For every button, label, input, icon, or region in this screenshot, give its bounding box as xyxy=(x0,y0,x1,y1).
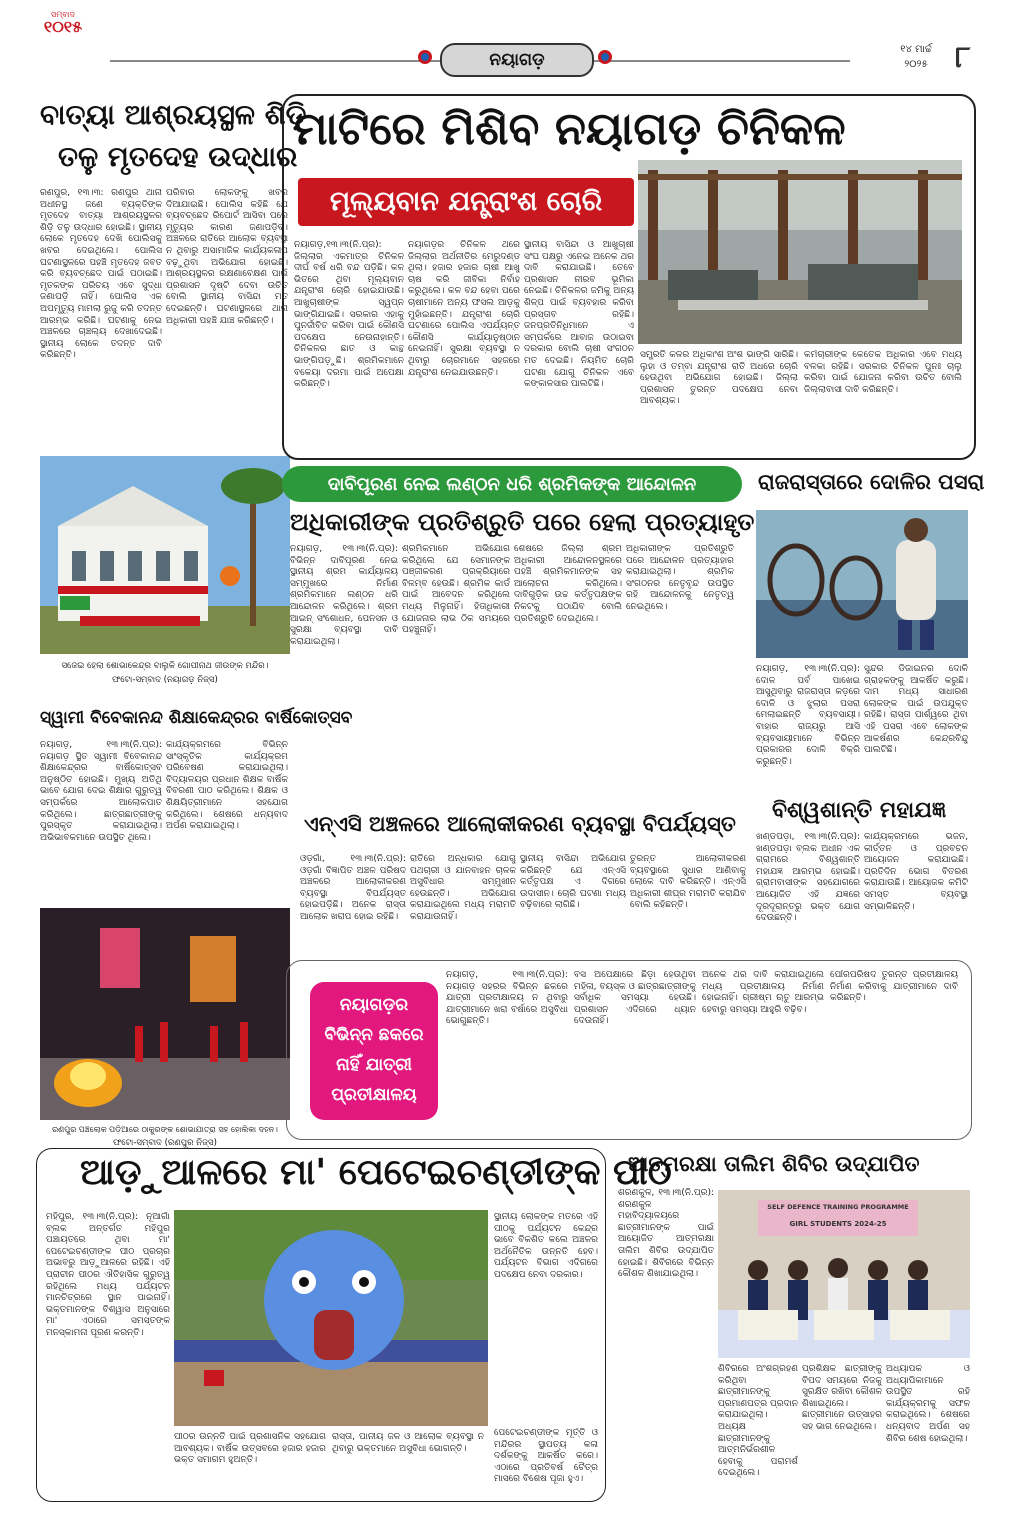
selfdefense-headline: ଆତ୍ମରକ୍ଷା ତାଲିମ ଶିବିର ଉଦ୍‌ଯାପିତ xyxy=(628,1152,920,1176)
selfdefense-photo xyxy=(718,1190,970,1358)
peteichandi-photo xyxy=(174,1210,488,1426)
mill-ruins-illustration xyxy=(638,160,962,344)
peace-headline: ବିଶ୍ୱଶାନ୍ତି ମହାଯଜ୍ଞ xyxy=(772,798,947,823)
temple-caption-2: ଫଟୋ-ସମ୍ବାଦ (ନୟାଗଡ଼ ନିଜ୍ସ) xyxy=(112,675,218,685)
masthead xyxy=(0,0,1020,82)
waiting-title-line3: ନାହିଁ ଯାତ୍ରୀ xyxy=(336,1055,412,1075)
temple-illustration xyxy=(40,456,290,654)
swing-photo xyxy=(756,510,968,658)
selfdefense-col1: ଶରଣକୁଳ, ୧୩।୩(ନି.ପ୍ର): ଶରଣକୁଳ ମହାବିଦ୍ୟାଳୟରେ ଛାତ୍ରୀମାନଙ୍କ ପାଇଁ ଆୟୋଜିତ ଆତ୍ମରକ୍ଷା ତାଲିମ ଶିବିର ଉଦ୍‌ଯାପିତ ହୋଇଛି। ଶିବିରରେ ବିଭିନ୍ନ କୌଶଳ ଶିଖାଯାଇଥିଲା। xyxy=(618,1188,714,1280)
peace-col2: କାର୍ଯ୍ୟକ୍ରମରେ ଭଜନ, କୀର୍ତ୍ତନ ଓ ପ୍ରବଚନ ଆୟୋଜନ କରାଯାଇଛି। ପ୍ରତିଦିନ ଭୋଗ ବିତରଣ କରାଯାଉଛି। ଆୟୋଜକ କମିଟି ସମସ୍ତ ବ୍ୟବସ୍ଥା ସମ୍ଭାଳିଛନ୍ତି। xyxy=(864,832,968,912)
peteichandi-bottom1: ପେଟେଇଚଣ୍ଡୀଙ୍କ ମୂର୍ତ୍ତି ଓ ମନ୍ଦିରର ସ୍ଥାପତ୍ୟ କଳା ଦର୍ଶକଙ୍କୁ ଆକର୍ଷିତ କରେ। ଏଠାରେ ପ୍ରତିବର୍ଷ ଚୈତ୍ର ମାସରେ ବିଶେଷ ପୂଜା ହୁଏ। xyxy=(494,1428,598,1485)
temple-photo xyxy=(40,456,290,654)
peteichandi-mid2: ରାସ୍ତା, ପାନୀୟ ଜଳ ଓ ଆଲୋକ ବ୍ୟବସ୍ଥା ନ ଥିବାରୁ ଭକ୍ତମାନେ ଅସୁବିଧା ଭୋଗନ୍ତି। xyxy=(332,1432,484,1454)
waiting-title-line4: ପ୍ରତୀକ୍ଷାଳୟ xyxy=(331,1085,417,1105)
nac-headline: ଏନ୍ଏସି ଅଞ୍ଚଳରେ ଆଲୋକୀକରଣ ବ୍ୟବସ୍ଥା ବିପର୍ଯ୍ୟସ୍ତ xyxy=(304,812,736,836)
sugar-mill-col2: ନୟାଗଡ଼ର ଚିନିକଳ ଥରେ ଜିଲ୍ଲାର ଅର୍ଥନୀତିର ମେରୁଦଣ୍ଡ ଥିଲା। ହଜାର ହଜାର ଚାଷୀ ଆଖୁ ଚାଷ କରି ଜୀବିକା ନିର୍ବାହ କରୁଥିଲେ। କଳ ବନ୍ଦ ହେବା ପରେ ଚାଷୀମାନେ ଅନ୍ୟ ଫସଲ ଆଡ଼କୁ ମୁହାଁଇଛନ୍ତି। ଯନ୍ତ୍ରାଂଶ ଚୋରି ଘଟଣାରେ ପୋଲିସ ଏପର୍ଯ୍ୟନ୍ତ କୌଣସି କାର୍ଯ୍ୟାନୁଷ୍ଠାନ ନେଇନାହିଁ। ସୁରକ୍ଷା ବ୍ୟବସ୍ଥା ନ ଥିବାରୁ ଚୋରମାନେ ସହଜରେ ଯନ୍ତ୍ରାଂଶ ନେଇଯାଉଛନ୍ତି। xyxy=(408,240,520,378)
nac-col4: ତୁରନ୍ତ ଆଲୋକୀକରଣ ବ୍ୟବସ୍ଥାରେ ସୁଧାର ଆଣିବାକୁ ଲୋକେ ଦାବି କରିଛନ୍ତି। ଏନ୍ଏସି ଅଧିକାରୀ ଶୀଘ୍ର ମରାମତି କରାଯିବ ବୋଲି କହିଛନ୍ତି। xyxy=(630,854,746,911)
cyclone-headline-1: ବାତ୍ୟା ଆଶ୍ରୟସ୍ଥଳ ଶିଡ଼ି xyxy=(40,98,307,131)
selfdefense-col2: ଶିବିରରେ ଅଂଶଗ୍ରହଣ କରିଥିବା ଛାତ୍ରୀମାନଙ୍କୁ ପ୍ରମାଣପତ୍ର ପ୍ରଦାନ କରାଯାଇଥିଲା। ଅଧ୍ୟକ୍ଷ ଛାତ୍ରୀମାନଙ୍କୁ ଆତ୍ମନିର୍ଭରଶୀଳ ହେବାକୁ ପରାମର୍ଶ ଦେଇଥିଲେ। xyxy=(718,1364,798,1479)
holika-photo xyxy=(40,908,290,1120)
peace-col1: ଖଣ୍ଡପଡ଼ା, ୧୩।୩(ନି.ପ୍ର): ଖଣ୍ଡପଡ଼ା ବ୍ଲକ ଅଧୀନ ଏକ ଗ୍ରାମରେ ବିଶ୍ୱଶାନ୍ତି ମହାଯଜ୍ଞ ଆରମ୍ଭ ହୋଇଛି। ଗ୍ରାମବାସୀଙ୍କ ସହଯୋଗରେ ଆୟୋଜିତ ଏହି ଯଜ୍ଞରେ ଦୂରଦୂରାନ୍ତରୁ ଭକ୍ତ ଯୋଗ ଦେଉଛନ୍ତି। xyxy=(756,832,860,924)
peteichandi-col1: ମହିପୁର, ୧୩।୩(ନି.ପ୍ର): ନୂଆଗାଁ ବ୍ଲକ ଅନ୍ତର୍ଗତ ମହିପୁର ପଞ୍ଚାୟତରେ ଥିବା ମା' ପେଟେଇଚଣ୍ଡୀଙ୍କ ପୀଠ ପ୍ରଚାର ଅଭାବରୁ ଆଡ଼ୁଆଳରେ ରହିଛି। ଏହି ପ୍ରାଚୀନ ପୀଠର ଐତିହାସିକ ଗୁରୁତ୍ୱ ରହିଥିଲେ ମଧ୍ୟ ପର୍ଯ୍ୟଟନ ମାନଚିତ୍ରରେ ସ୍ଥାନ ପାଇନାହିଁ। ଭକ୍ତମାନଙ୍କ ବିଶ୍ୱାସ ଅନୁସାରେ ମା' ଏଠାରେ ସମସ୍ତଙ୍କ ମନସ୍କାମନା ପୂରଣ କରନ୍ତି। xyxy=(46,1212,170,1338)
highway-col2: ସୁନ୍ଦର ଡିଜାଇନର ଦୋଳି ଗ୍ରାହକଙ୍କୁ ଆକର୍ଷିତ କରୁଛି। ଦାମ ମଧ୍ୟ ସାଧାରଣ ଲୋକଙ୍କ ପାଇଁ ଉପଯୁକ୍ତ ରହିଛି। ରାସ୍ତା ପାର୍ଶ୍ୱରେ ଥିବା ଏହି ପସରା ଏବେ ଲୋକଙ୍କ ଆକର୍ଷଣର କେନ୍ଦ୍ରବିନ୍ଦୁ ପାଲଟିଛି। xyxy=(864,664,968,756)
cyclone-body-col2: ପରିବାର ଲୋକଙ୍କୁ ଖବର ଦିଆଯାଇଛି। ପୋଲିସ କହିଛି ଯେ ବ୍ୟବଚ୍ଛେଦ ରିପୋର୍ଟ ଆସିବା ପରେ ମୃତ୍ୟୁର କାରଣ ଜଣାପଡ଼ିବ। ଅଞ୍ଚଳରେ ରାତିରେ ଆଲୋକ ବ୍ୟବସ୍ଥା ନ ଥିବାରୁ ଅସାମାଜିକ କାର୍ଯ୍ୟକଳାପ ବଢ଼ୁଥିବା ଅଭିଯୋଗ ହୋଇଛି। ଆଶ୍ରୟସ୍ଥଳର ରକ୍ଷଣାବେକ୍ଷଣ ପାଇଁ ପ୍ରଶାସନ ଦୃଷ୍ଟି ଦେବା ଉଚିତ ବୋଲି ସ୍ଥାନୀୟ ବାସିନ୍ଦା ମତ ଦେଇଛନ୍ତି। ଘଟଣାସ୍ଥଳରେ ଥାନା ଅଧିକାରୀ ପହଞ୍ଚି ଯାଞ୍ଚ କରିଛନ୍ତି। xyxy=(166,188,288,326)
swing-illustration xyxy=(756,510,968,658)
labour-banner: ଦାବିପୂରଣ ନେଇ ଲଣ୍ଠନ ଧରି ଶ୍ରମିକଙ୍କ ଆନ୍ଦୋଳନ xyxy=(282,466,742,502)
selfdefense-photo-label2: GIRL STUDENTS 2024-25 xyxy=(789,1220,887,1228)
logo-line1: ସମ୍ବାଦ xyxy=(51,10,75,19)
students-illustration xyxy=(718,1190,970,1358)
waiting-col2: ବସ ଅପେକ୍ଷାରେ ଛିଡ଼ା ହେଉଥିବା ମହିଳା, ବୟସ୍କ ଓ ଛାତ୍ରଛାତ୍ରୀଙ୍କୁ ସର୍ବାଧିକ ସମସ୍ୟା ହେଉଛି। ପ୍ରଶାସନ ଏଦିଗରେ ଧ୍ୟାନ ଦେଉନାହିଁ। xyxy=(574,970,696,1027)
sugar-mill-col5: କର୍ମଚାରୀଙ୍କ କେତେକ ଅଧିକାର ଏବେ ମଧ୍ୟ ବଳକା ରହିଛି। ସରକାର ଚିନିକଳ ପୁନଃ ଚାଲୁ କରିବା ପାଇଁ ଯୋଜନା କରିବା ଉଚିତ ବୋଲି ଜିଲ୍ଲାବାସୀ ଦାବି କରିଛନ୍ତି। xyxy=(804,350,962,395)
page-date xyxy=(880,42,952,72)
nac-col1: ଓଡ଼ଗାଁ, ୧୩।୩(ନି.ପ୍ର): ଓଡ଼ଗାଁ ବିଜ୍ଞାପିତ ଅଞ୍ଚଳ ପରିଷଦ ଅଞ୍ଚଳରେ ଆଲୋକୀକରଣ ବ୍ୟବସ୍ଥା ବିପର୍ଯ୍ୟସ୍ତ ହୋଇପଡ଼ିଛି। ଅନେକ ରାସ୍ତା ଆଲୋକ ଖରାପ ହୋଇ ରହିଛି। xyxy=(300,854,406,922)
peteichandi-headline: ଆଡ଼ୁଆଳରେ ମା' ପେଟେଇଚଣ୍ଡୀଙ୍କ ପୀଠ xyxy=(80,1152,672,1193)
waiting-col4: ପୌରପରିଷଦ ତୁରନ୍ତ ପ୍ରତୀକ୍ଷାଳୟ ନିର୍ମାଣ କରିବାକୁ ଯାତ୍ରୀମାନେ ଦାବି କରିଛନ୍ତି। xyxy=(830,970,958,1004)
sugar-mill-subhead: ମୂଲ୍ୟବାନ ଯନ୍ତ୍ରାଂଶ ଚୋରି xyxy=(298,178,634,226)
swami-body-col2: କାର୍ଯ୍ୟକ୍ରମରେ ବିଭିନ୍ନ ସାଂସ୍କୃତିକ କାର୍ଯ୍ୟକ୍ରମ ପରିବେଷଣ କରାଯାଇଥିଲା। ବିଦ୍ୟାଳୟର ପ୍ରଧାନ ଶିକ୍ଷକ ବାର୍ଷିକ ବିବରଣୀ ପାଠ କରିଥିଲେ। ଶିକ୍ଷକ ଓ ଶିକ୍ଷୟିତ୍ରୀମାନେ ସହଯୋଗ କରିଥିଲେ। ଶେଷରେ ଧନ୍ୟବାଦ ଅର୍ପଣ କରାଯାଇଥିଲା। xyxy=(166,740,288,832)
cyclone-headline-2: ତଳୁ ମୃତଦେହ ଉଦ୍ଧାର xyxy=(58,140,298,173)
waiting-shed-title xyxy=(310,982,438,1120)
nac-col2: ରାତିରେ ଅନ୍ଧକାର ଯୋଗୁ ପଥଚାରୀ ଓ ଯାନବାହନ ଚାଳକ ଅସୁବିଧାର ସମ୍ମୁଖୀନ ହେଉଛନ୍ତି। ଅଭିଯୋଗ କରାଯାଇଥିଲେ ମଧ୍ୟ ମରାମତି କରାଯାଉନାହିଁ। xyxy=(410,854,516,922)
sugar-mill-photo xyxy=(638,160,962,344)
holika-caption-2: ଫଟୋ-ସମ୍ବାଦ (ରଣପୁର ନିଜ୍ସ) xyxy=(113,1138,217,1148)
holika-illustration xyxy=(40,908,290,1120)
waiting-col1: ନୟାଗଡ଼, ୧୩।୩(ନି.ପ୍ର): ନୟାଗଡ଼ ସହରର ବିଭିନ୍ନ ଛକରେ ଯାତ୍ରୀ ପ୍ରତୀକ୍ଷାଳୟ ନ ଥିବାରୁ ଯାତ୍ରୀମାନେ ଖରା ବର୍ଷାରେ ଅସୁବିଧା ଭୋଗୁଛନ୍ତି। xyxy=(446,970,568,1027)
shrine-illustration xyxy=(174,1210,488,1426)
peteichandi-mid1: ପୀଠର ଉନ୍ନତି ପାଇଁ ପ୍ରଶାସନିକ ସହଯୋଗ ଆବଶ୍ୟକ। ବାର୍ଷିକ ଉତ୍ସବରେ ହଜାର ହଜାର ଭକ୍ତ ସମାଗମ ହୁଅନ୍ତି। xyxy=(174,1432,326,1466)
page-number: ୮ xyxy=(955,40,971,75)
sugar-mill-headline: ମାଟିରେ ମିଶିବ ନୟାଗଡ଼ ଚିନିକଳ xyxy=(294,102,846,155)
labour-headline: ଅଧିକାରୀଙ୍କ ପ୍ରତିଶ୍ରୁତି ପରେ ହେଲା ପ୍ରତ୍ୟାହୃତ xyxy=(290,508,755,536)
selfdefense-col4: ଅଧ୍ୟାପକ ଓ ଅଧ୍ୟାପିକାମାନେ ଉପସ୍ଥିତ ରହି କାର୍ଯ୍ୟକ୍ରମକୁ ସଫଳ କରାଇଥିଲେ। ଶେଷରେ ଧନ୍ୟବାଦ ଅର୍ପଣ ସହ ଶିବିର ଶେଷ ହୋଇଥିଲା। xyxy=(886,1364,970,1444)
labour-col3: ଶେଷରେ ଜିଲ୍ଲା ଶ୍ରମ ଅଧିକାରୀ ଆନ୍ଦୋଳନସ୍ଥଳରେ ପହଞ୍ଚି ଶ୍ରମିକମାନଙ୍କ ସହ ଆଲୋଚନା କରିଥିଲେ। ଦାବିଗୁଡ଼ିକ ଉଚ୍ଚ କର୍ତ୍ତୃପକ୍ଷଙ୍କ ନିକଟକୁ ପଠାଯିବ ବୋଲି ପ୍ରତିଶ୍ରୁତି ଦେଇଥିଲେ। xyxy=(514,544,622,624)
highway-col1: ନୟାଗଡ଼, ୧୩।୩(ନି.ପ୍ର): ଦୋଳ ପର୍ବ ପାଖେଇ ଆସୁଥିବାରୁ ରାଜରାସ୍ତା କଡ଼ରେ ଦୋଳି ଓ ଝୁଲାର ପସରା ମେଲାଇଛନ୍ତି ବ୍ୟବସାୟୀ। ବାହାର ରାଜ୍ୟରୁ ଆସି ବ୍ୟବସାୟୀମାନେ ବିଭିନ୍ନ ପ୍ରକାରର ଦୋଳି ବିକ୍ରି କରୁଛନ୍ତି। xyxy=(756,664,860,767)
logo-line2: ୧୦୧୫ xyxy=(43,17,83,36)
waiting-col3: ଅନେକ ଥର ଦାବି କରାଯାଇଥିଲେ ମଧ୍ୟ ପ୍ରତୀକ୍ଷାଳୟ ନିର୍ମାଣ ହୋଇନାହିଁ। ଗ୍ରୀଷ୍ମ ଋତୁ ଆରମ୍ଭ ହେବାରୁ ସମସ୍ୟା ଆହୁରି ବଢ଼ିବ। xyxy=(702,970,824,1015)
waiting-title-line2: ବିଭିନ୍ନ ଛକରେ xyxy=(324,1025,424,1045)
labour-col2: ଶ୍ରମିକମାନେ ଅଭିଯୋଗ କରିଥିଲେ ଯେ ସେମାନଙ୍କ ପଞ୍ଜୀକରଣ ପ୍ରକ୍ରିୟାରେ ବିଳମ୍ବ ହେଉଛି। ଶ୍ରମିକ କାର୍ଡ ପାଇଁ ଆବେଦନ କରିଥିଲେ ମଧ୍ୟ ମିଳୁନାହିଁ। ହିତାଧିକାରୀ ଯୋଜନାର ଲାଭ ଠିକ ସମୟରେ ପହଞ୍ଚୁନାହିଁ। xyxy=(402,544,510,636)
nac-col3: ସ୍ଥାନୀୟ ବାସିନ୍ଦା ଅଭିଯୋଗ କରିଛନ୍ତି ଯେ ଏନ୍ଏସି କର୍ତ୍ତୃପକ୍ଷ ଏ ଦିଗରେ ଉଦାସୀନ। ଚୋରି ଘଟଣା ମଧ୍ୟ ବଢ଼ିବାରେ ଲାଗିଛି। xyxy=(520,854,626,911)
selfdefense-photo-label: SELF DEFENCE TRAINING PROGRAMME xyxy=(767,1203,909,1211)
section-dot-left-icon xyxy=(418,50,432,64)
section-title: ନୟାଗଡ଼ xyxy=(440,43,594,77)
waiting-title-line1: ନୟାଗଡ଼ର xyxy=(339,995,409,1015)
sugar-mill-col1: ନୟାଗଡ଼,୧୩।୩(ନି.ପ୍ର): ଜିଲ୍ଲାର ଏକମାତ୍ର ଚିନିକଳ ଦୀର୍ଘ ବର୍ଷ ଧରି ବନ୍ଦ ପଡ଼ିଛି। କଳ ଭିତରେ ଥିବା ମୂଲ୍ୟବାନ ଯନ୍ତ୍ରାଂଶ ଚୋରି ହୋଇଯାଉଛି। ଆଖୁଚାଷୀଙ୍କ ସ୍ୱପ୍ନ ଭାଙ୍ଗିଯାଇଛି। ସରକାର ଏହାକୁ ପୁନର୍ଜୀବିତ କରିବା ପାଇଁ କୌଣସି ପଦକ୍ଷେପ ନେଉନାହାନ୍ତି। ଚିନିକଳର ଛାତ ଓ କାନ୍ଥ ଭାଙ୍ଗିପଡ଼ୁଛି। ଶ୍ରମିକମାନେ ବକେୟା ଦରମା ପାଇଁ ଅପେକ୍ଷା କରିଛନ୍ତି। xyxy=(294,240,404,390)
labour-col4: ଅଧିକାରୀଙ୍କ ପ୍ରତିଶ୍ରୁତି ପରେ ଆନ୍ଦୋଳନ ପ୍ରତ୍ୟାହାର କରାଯାଇଥିଲା। ଶ୍ରମିକ ସଂଗଠନର ନେତୃବୃନ୍ଦ ଉପସ୍ଥିତ ରହି ଆନ୍ଦୋଳନକୁ ନେତୃତ୍ୱ ନେଇଥିଲେ। xyxy=(626,544,734,612)
holika-caption-1: ରଣପୁର ପଞ୍ଚଲୋକ ପଡ଼ିଆରେ ଠାକୁରଙ୍କ ଶୋଭାଯାତ୍ରା ସହ ହୋଲିକା ଦହନ। xyxy=(52,1125,278,1134)
date-line1: ୧୪ ମାର୍ଚ୍ଚ xyxy=(900,44,932,55)
sugar-mill-col3: ସ୍ଥାନୀୟ ବାସିନ୍ଦା ଓ ଆଖୁଚାଷୀ ସଂଘ ପକ୍ଷରୁ ଏନେଇ ଅନେକ ଥର ଦାବି କରାଯାଇଛି। ତେବେ ପ୍ରଶାସନ ନୀରବ ଭୂମିକା ନେଇଛି। ଚିନିକଳର ଜମିକୁ ଅନ୍ୟ ଶିଳ୍ପ ପାଇଁ ବ୍ୟବହାର କରିବା ପ୍ରସ୍ତାବ ରହିଛି। ଜନପ୍ରତିନିଧିମାନେ ଏ ସମ୍ପର୍କରେ ଆବାଜ ଉଠାଇବା ଦରକାର ବୋଲି ଚାଷୀ ସଂଗଠନ ମତ ଦେଇଛି। ନିୟମିତ ଚୋରି ଘଟଣା ଯୋଗୁ ଚିନିକଳ ଏବେ କଙ୍କାଳସାର ପାଲଟିଛି। xyxy=(524,240,634,390)
section-dot-right-icon xyxy=(598,50,612,64)
peteichandi-col2: ସ୍ଥାନୀୟ ଲୋକଙ୍କ ମତରେ ଏହି ପୀଠକୁ ପର୍ଯ୍ୟଟନ କେନ୍ଦ୍ର ଭାବେ ବିକଶିତ କଲେ ଅଞ୍ଚଳର ଅର୍ଥନୈତିକ ଉନ୍ନତି ହେବ। ପର୍ଯ୍ୟଟନ ବିଭାଗ ଏଦିଗରେ ପଦକ୍ଷେପ ନେବା ଦରକାର। xyxy=(494,1212,598,1280)
temple-caption-1: ସଜେଇ ହେଲା ଶୋଭାକେନ୍ଦ୍ର ବାଲୁକି ଗୋପୀନାଥ ଜୀଉଙ୍କ ମନ୍ଦିର। xyxy=(61,661,269,671)
date-line2: ୨୦୨୫ xyxy=(904,59,928,70)
swami-body-col1: ନୟାଗଡ଼, ୧୩।୩(ନି.ପ୍ର): ନୟାଗଡ଼ ସ୍ଥିତ ସ୍ୱାମୀ ବିବେକାନନ୍ଦ ଶିକ୍ଷାକେନ୍ଦ୍ରର ବାର୍ଷିକୋତ୍ସବ ଅନୁଷ୍ଠିତ ହୋଇଛି। ମୁଖ୍ୟ ଅତିଥି ଭାବେ ଯୋଗ ଦେଇ ଶିକ୍ଷାର ଗୁରୁତ୍ୱ ସମ୍ପର୍କରେ ଆଲୋକପାତ କରିଥିଲେ। ଛାତ୍ରଛାତ୍ରୀଙ୍କୁ ପୁରସ୍କୃତ କରାଯାଇଥିଲା। ଅଭିଭାବକମାନେ ଉପସ୍ଥିତ ଥିଲେ। xyxy=(40,740,162,843)
highway-headline: ରାଜରାସ୍ତାରେ ଦୋଳିର ପସରା xyxy=(758,470,985,494)
sugar-mill-col4: ସମ୍ପ୍ରତି କଳର ଅଧିକାଂଶ ଅଂଶ ଭାଙ୍ଗି ସାରିଛି। ଲୁହା ଓ ତମ୍ବା ଯନ୍ତ୍ରାଂଶ ରାତି ଅଧରେ ଚୋରି ହେଉଥିବା ଅଭିଯୋଗ ହୋଇଛି। ଜିଲ୍ଲା ପ୍ରଶାସନ ତୁରନ୍ତ ପଦକ୍ଷେପ ନେବା ଆବଶ୍ୟକ। xyxy=(640,350,798,407)
swami-headline: ସ୍ୱାମୀ ବିବେକାନନ୍ଦ ଶିକ୍ଷାକେନ୍ଦ୍ରର ବାର୍ଷିକୋତ୍ସବ xyxy=(40,708,353,728)
selfdefense-col3: ପ୍ରଶିକ୍ଷକ ଛାତ୍ରୀଙ୍କୁ ବିପଦ ସମୟରେ ନିଜକୁ ସୁରକ୍ଷିତ ରଖିବା କୌଶଳ ଶିଖାଇଥିଲେ। ଛାତ୍ରୀମାନେ ଉତ୍ସାହର ସହ ଭାଗ ନେଇଥିଲେ। xyxy=(802,1364,882,1432)
newspaper-logo xyxy=(28,10,98,34)
labour-col1: ନୟାଗଡ଼, ୧୩।୩(ନି.ପ୍ର): ବିଭିନ୍ନ ଦାବିପୂରଣ ନେଇ ସ୍ଥାନୀୟ ଶ୍ରମ କାର୍ଯ୍ୟାଳୟ ସମ୍ମୁଖରେ ନିର୍ମାଣ ଶ୍ରମିକମାନେ ଲଣ୍ଠନ ଧରି ଆନ୍ଦୋଳନ କରିଥିଲେ। ଶ୍ରମ ଆଇନ୍ ସଂଶୋଧନ, ପେନସନ ଓ ସୁରକ୍ଷା ବ୍ୟବସ୍ଥା ଦାବି କରାଯାଇଥିଲା। xyxy=(290,544,398,647)
cyclone-body-col1: ରଣପୁର, ୧୩।୩: ରଣପୁର ଥାନା ଅଧୀନସ୍ଥ ଜଣେ ବ୍ୟକ୍ତିଙ୍କ ମୃତଦେହ ବାତ୍ୟା ଆଶ୍ରୟସ୍ଥଳର ଶିଡ଼ି ତଳୁ ଉଦ୍ଧାର ହୋଇଛି। ସ୍ଥାନୀୟ ଲୋକେ ମୃତଦେହ ଦେଖି ପୋଲିସକୁ ଖବର ଦେଇଥିଲେ। ପୋଲିସ ଘଟଣାସ୍ଥଳରେ ପହଞ୍ଚି ମୃତଦେହ ଜବତ କରି ବ୍ୟବଚ୍ଛେଦ ପାଇଁ ପଠାଇଛି। ମୃତକଙ୍କ ପରିଚୟ ଏବେ ସୁଦ୍ଧା ଜଣାପଡ଼ି ନାହିଁ। ପୋଲିସ ଏକ ଅପମୃତ୍ୟୁ ମାମଲା ରୁଜୁ କରି ତଦନ୍ତ ଆରମ୍ଭ କରିଛି। ଘଟଣାକୁ ନେଇ ଅଞ୍ଚଳରେ ଚାଞ୍ଚଲ୍ୟ ଦେଖାଦେଇଛି। ସ୍ଥାନୀୟ ଲୋକେ ତଦନ୍ତ ଦାବି କରିଛନ୍ତି। xyxy=(40,188,162,361)
